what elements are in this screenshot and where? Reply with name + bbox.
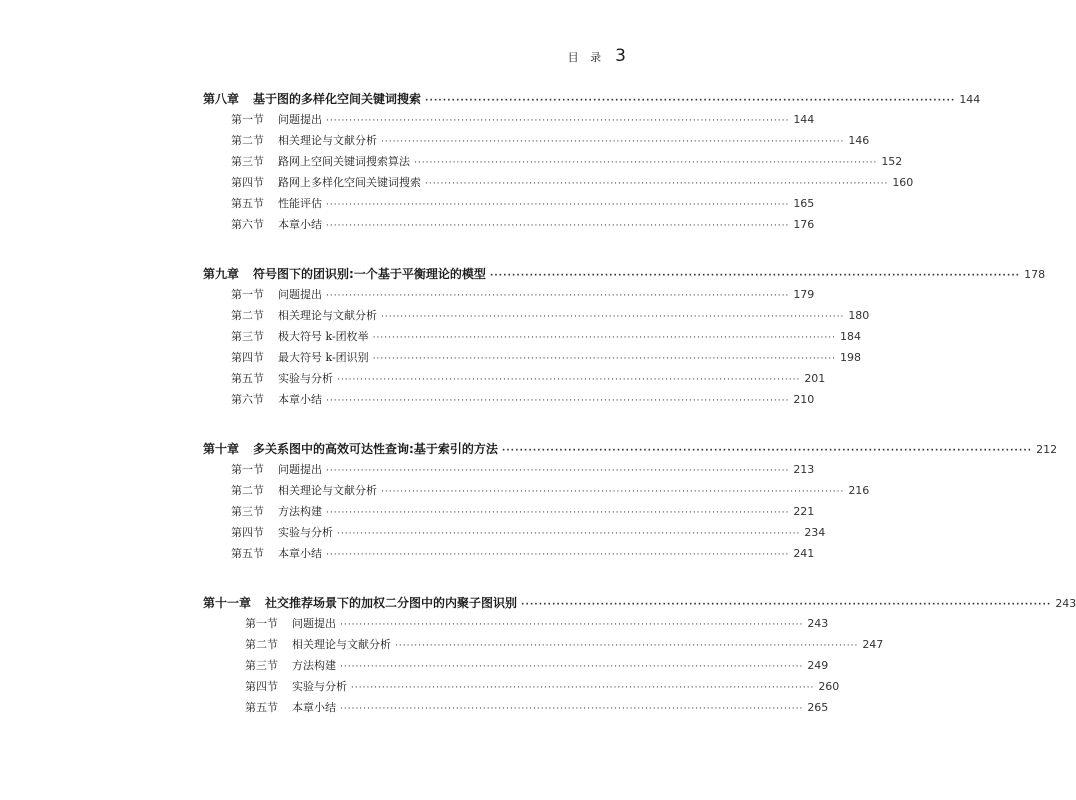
page-number: 3 [615, 46, 626, 66]
section-title: 实验与分析 [278, 526, 333, 539]
toc-section-entry[interactable] [203, 286, 815, 307]
chapter-page: 212 [1036, 443, 1058, 456]
chapter-block [203, 265, 1046, 412]
toc-section-entry[interactable] [203, 657, 829, 678]
section-page: 249 [807, 659, 829, 672]
dot-leader: ························································································································ [425, 179, 889, 189]
toc-section-entry[interactable] [203, 216, 815, 237]
dot-leader: ························································································································ [326, 291, 790, 301]
section-page: 180 [848, 309, 870, 322]
running-head-section: 目 录 [567, 51, 606, 64]
section-title: 问题提出 [292, 617, 336, 630]
chapter-title: 社交推荐场景下的加权二分图中的内聚子图识别 [265, 596, 518, 610]
chapter-page: 243 [1055, 597, 1076, 610]
toc-section-entry[interactable] [203, 328, 861, 349]
section-title: 实验与分析 [292, 680, 347, 693]
toc-section-entry[interactable] [203, 636, 884, 657]
chapter-number: 第十章 [203, 442, 240, 456]
section-number: 第一节 [245, 617, 278, 630]
toc-chapter-entry[interactable] [203, 90, 981, 111]
toc-section-entry[interactable] [203, 307, 870, 328]
toc-section-entry[interactable] [203, 699, 829, 720]
dot-leader: ························································································································ [372, 354, 836, 364]
chapter-title: 基于图的多样化空间关键词搜索 [253, 92, 422, 106]
section-number: 第三节 [245, 659, 278, 672]
toc-section-entry[interactable] [203, 678, 840, 699]
dot-leader: ························································································································ [326, 200, 790, 210]
section-title: 本章小结 [278, 547, 322, 560]
toc-section-entry[interactable] [203, 153, 903, 174]
dot-leader: ························································································································ [340, 662, 804, 672]
toc-chapter-entry[interactable] [203, 440, 1058, 461]
section-title: 实验与分析 [278, 372, 333, 385]
chapter-title: 符号图下的团识别:一个基于平衡理论的模型 [253, 267, 486, 281]
section-page: 146 [848, 134, 870, 147]
section-number: 第二节 [231, 134, 264, 147]
section-page: 165 [793, 197, 815, 210]
dot-leader: ························································································································ [489, 271, 1021, 281]
toc-section-entry[interactable] [203, 174, 914, 195]
section-page: 201 [804, 372, 826, 385]
chapter-block [203, 90, 981, 237]
dot-leader: ························································································································ [381, 137, 845, 147]
chapter-page: 178 [1024, 268, 1046, 281]
dot-leader: ························································································································ [372, 333, 836, 343]
section-title: 极大符号 k-团枚举 [278, 330, 369, 343]
dot-leader: ························································································································ [337, 529, 801, 539]
section-number: 第一节 [231, 463, 264, 476]
section-title: 问题提出 [278, 463, 322, 476]
toc-chapter-entry[interactable] [203, 594, 1076, 615]
section-number: 第四节 [231, 176, 264, 189]
section-page: 144 [793, 113, 815, 126]
section-page: 260 [818, 680, 840, 693]
chapter-number: 第八章 [203, 92, 240, 106]
section-page: 213 [793, 463, 815, 476]
toc-chapter-entry[interactable] [203, 265, 1046, 286]
section-page: 216 [848, 484, 870, 497]
section-number: 第六节 [231, 393, 264, 406]
table-of-contents [203, 90, 1076, 748]
dot-leader: ························································································································ [351, 683, 815, 693]
section-title: 路网上空间关键词搜索算法 [278, 155, 410, 168]
section-page: 241 [793, 547, 815, 560]
section-page: 152 [881, 155, 903, 168]
toc-section-entry[interactable] [203, 503, 815, 524]
chapter-number: 第十一章 [203, 596, 252, 610]
section-page: 247 [862, 638, 884, 651]
toc-section-entry[interactable] [203, 111, 815, 132]
section-title: 相关理论与文献分析 [292, 638, 391, 651]
section-title: 方法构建 [292, 659, 336, 672]
section-title: 方法构建 [278, 505, 322, 518]
section-number: 第二节 [231, 484, 264, 497]
dot-leader: ························································································································ [381, 487, 845, 497]
section-number: 第四节 [245, 680, 278, 693]
section-number: 第四节 [231, 351, 264, 364]
section-title: 相关理论与文献分析 [278, 309, 377, 322]
dot-leader: ························································································································ [414, 158, 878, 168]
dot-leader: ························································································································ [340, 620, 804, 630]
dot-leader: ························································································································ [501, 446, 1033, 456]
toc-section-entry[interactable] [203, 461, 815, 482]
section-number: 第三节 [231, 155, 264, 168]
section-page: 234 [804, 526, 826, 539]
dot-leader: ························································································································ [326, 466, 790, 476]
section-title: 相关理论与文献分析 [278, 134, 377, 147]
section-page: 184 [840, 330, 861, 343]
toc-section-entry[interactable] [203, 615, 829, 636]
section-page: 265 [807, 701, 829, 714]
section-title: 相关理论与文献分析 [278, 484, 377, 497]
section-number: 第五节 [245, 701, 278, 714]
section-number: 第二节 [231, 309, 264, 322]
dot-leader: ························································································································ [326, 550, 790, 560]
section-number: 第一节 [231, 288, 264, 301]
dot-leader: ························································································································ [381, 312, 845, 322]
toc-section-entry[interactable] [203, 391, 815, 412]
section-title: 本章小结 [278, 393, 322, 406]
toc-section-entry[interactable] [203, 195, 815, 216]
section-title: 问题提出 [278, 113, 322, 126]
toc-section-entry[interactable] [203, 370, 826, 391]
section-number: 第三节 [231, 330, 264, 343]
toc-section-entry[interactable] [203, 349, 861, 370]
section-page: 160 [892, 176, 914, 189]
section-number: 第六节 [231, 218, 264, 231]
section-number: 第一节 [231, 113, 264, 126]
section-number: 第五节 [231, 372, 264, 385]
section-page: 221 [793, 505, 815, 518]
dot-leader: ························································································································ [395, 641, 859, 651]
section-number: 第五节 [231, 547, 264, 560]
dot-leader: ························································································································ [425, 96, 956, 106]
page-header [568, 46, 626, 66]
section-page: 198 [840, 351, 861, 364]
toc-section-entry[interactable] [203, 545, 815, 566]
section-title: 问题提出 [278, 288, 322, 301]
dot-leader: ························································································································ [326, 396, 790, 406]
dot-leader: ························································································································ [521, 600, 1052, 610]
chapter-block [203, 594, 1076, 720]
section-title: 最大符号 k-团识别 [278, 351, 369, 364]
section-number: 第五节 [231, 197, 264, 210]
section-page: 243 [807, 617, 829, 630]
dot-leader: ························································································································ [340, 704, 804, 714]
section-page: 210 [793, 393, 815, 406]
chapter-title: 多关系图中的高效可达性查询:基于索引的方法 [253, 442, 498, 456]
chapter-block [203, 440, 1058, 566]
toc-section-entry[interactable] [203, 132, 870, 153]
section-title: 本章小结 [292, 701, 336, 714]
section-title: 本章小结 [278, 218, 322, 231]
dot-leader: ························································································································ [337, 375, 801, 385]
section-number: 第二节 [245, 638, 278, 651]
dot-leader: ························································································································ [326, 116, 790, 126]
toc-section-entry[interactable] [203, 524, 826, 545]
dot-leader: ························································································································ [326, 508, 790, 518]
chapter-page: 144 [959, 93, 981, 106]
dot-leader: ························································································································ [326, 221, 790, 231]
chapter-number: 第九章 [203, 267, 240, 281]
section-number: 第四节 [231, 526, 264, 539]
section-title: 路网上多样化空间关键词搜索 [278, 176, 421, 189]
toc-section-entry[interactable] [203, 482, 870, 503]
section-title: 性能评估 [278, 197, 322, 210]
section-number: 第三节 [231, 505, 264, 518]
section-page: 179 [793, 288, 815, 301]
section-page: 176 [793, 218, 815, 231]
